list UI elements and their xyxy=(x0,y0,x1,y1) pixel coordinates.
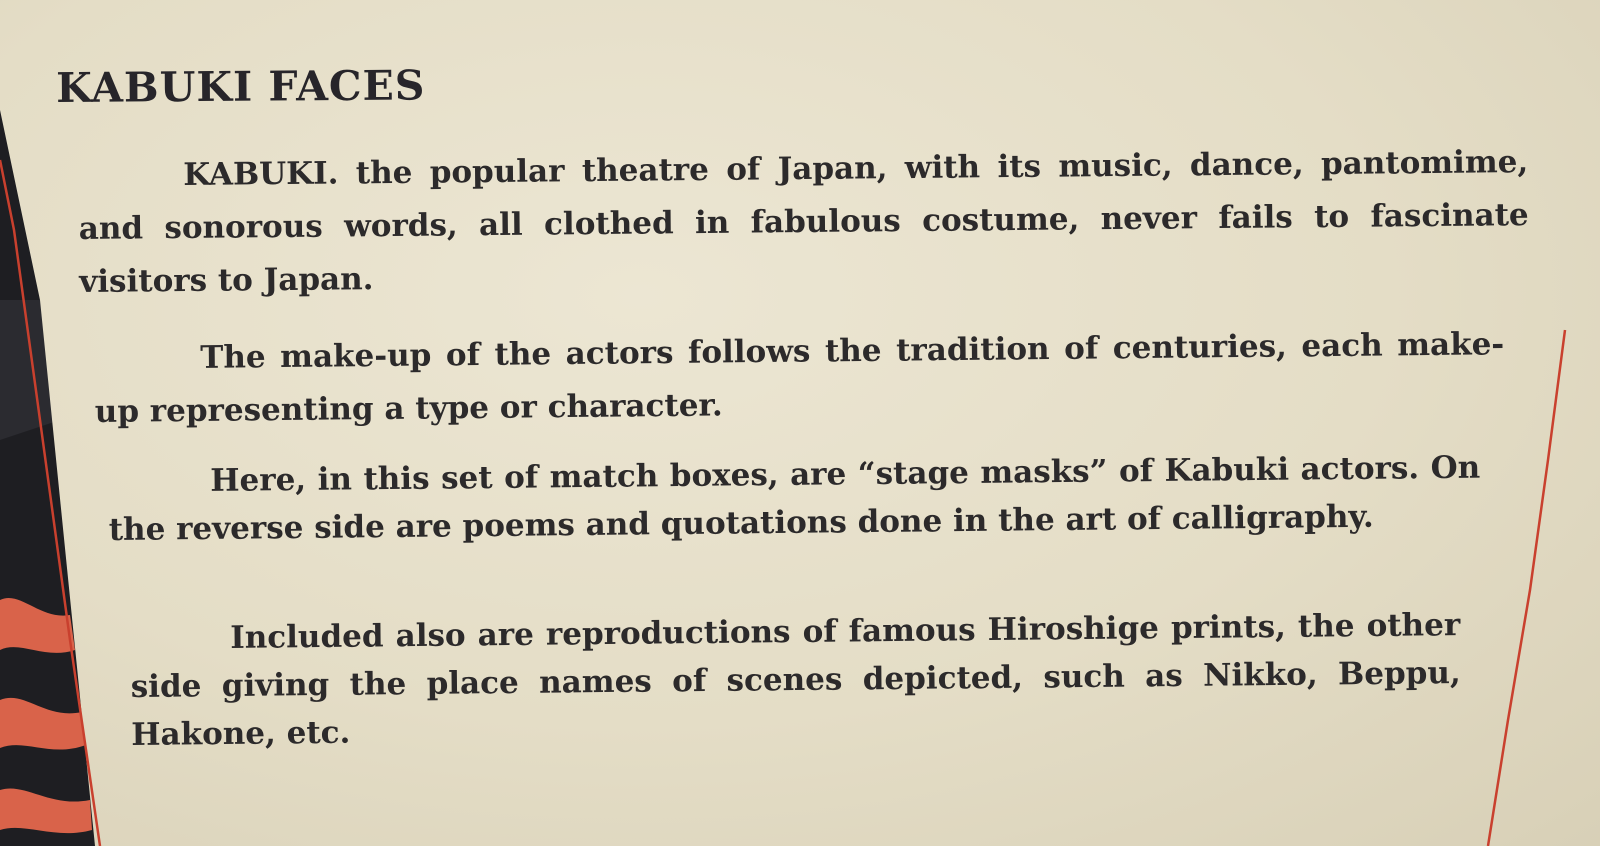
paragraph-4 xyxy=(130,601,1461,759)
paragraph-3 xyxy=(108,444,1481,554)
paragraph-4-text: Included also are reproductions of famous Hiroshige prints, the other side giving the place names of scenes depicted, such as Nikko, Beppu, Hakone, etc. xyxy=(130,607,1461,753)
paragraph-2 xyxy=(94,318,1505,439)
paragraph-2-text: The make-up of the actors follows the tradition of centuries, each make-up representing a type or character. xyxy=(94,326,1505,430)
paragraph-1-text: KABUKI. the popular theatre of Japan, with its music, dance, pantomime, and sonorous words, all clothed in fabulous costume, never fails to fascinate visitors to Japan. xyxy=(78,144,1529,300)
document-title: KABUKI FACES xyxy=(56,61,426,112)
paragraph-3-text: Here, in this set of match boxes, are “stage masks” of Kabuki actors. On the reverse side are poems and quotations done in the art of calligraphy. xyxy=(108,449,1481,548)
paragraph-1 xyxy=(78,136,1529,309)
